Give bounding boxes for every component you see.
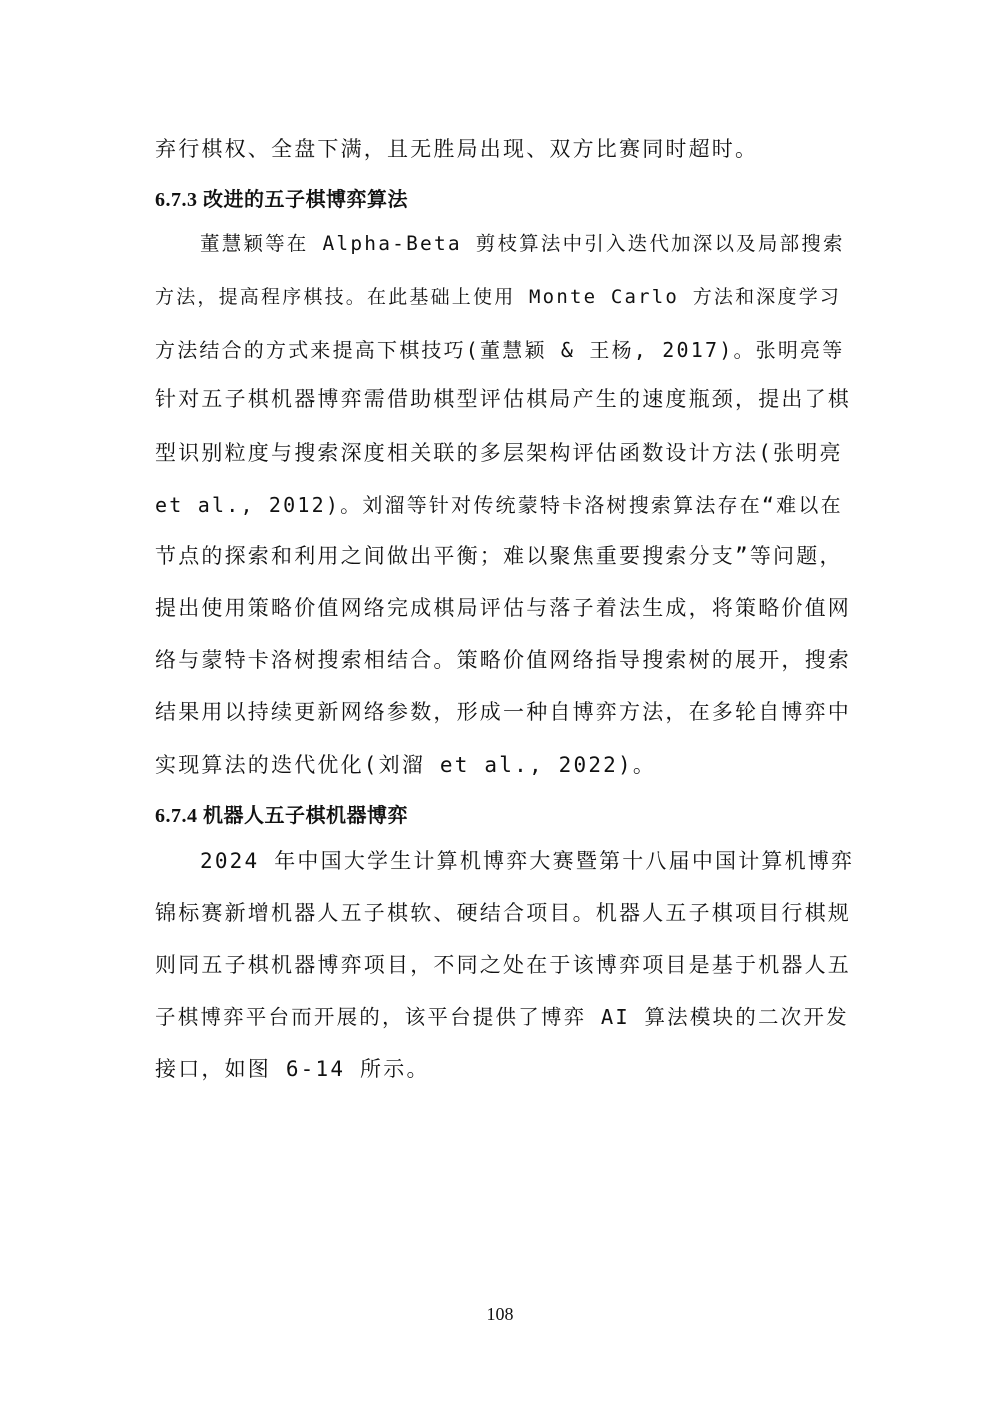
paragraph-line: 2024 年中国大学生计算机博弈大赛暨第十八届中国计算机博弈 — [200, 849, 855, 873]
paragraph-line: 子棋博弈平台而开展的，该平台提供了博弈 AI 算法模块的二次开发 — [155, 1005, 849, 1029]
paragraph-line: 董慧颖等在 Alpha-Beta 剪枝算法中引入迭代加深以及局部搜索 — [200, 232, 845, 255]
paragraph-line: 针对五子棋机器博弈需借助棋型评估棋局产生的速度瓶颈，提出了棋 — [155, 387, 851, 411]
page-number: 108 — [486, 1304, 514, 1324]
paragraph-line: 提出使用策略价值网络完成棋局评估与落子着法生成，将策略价值网 — [155, 596, 851, 620]
paragraph-line: 络与蒙特卡洛树搜索相结合。策略价值网络指导搜索树的展开，搜索 — [155, 648, 851, 672]
paragraph-line: 方法，提高程序棋技。在此基础上使用 Monte Carlo 方法和深度学习 — [155, 286, 842, 308]
paragraph-line: 型识别粒度与搜索深度相关联的多层架构评估函数设计方法(张明亮 — [155, 441, 843, 465]
paragraph-line: 方法结合的方式来提高下棋技巧(董慧颖 & 王杨, 2017)。张明亮等 — [155, 338, 845, 362]
paragraph-line: 结果用以持续更新网络参数，形成一种自博弈方法，在多轮自博弈中 — [155, 700, 851, 724]
paragraph-line: 实现算法的迭代优化(刘溜 et al., 2022)。 — [155, 753, 657, 777]
section-heading-6-7-3: 6.7.3 改进的五子棋博弈算法 — [155, 189, 408, 211]
paragraph-line: 锦标赛新增机器人五子棋软、硬结合项目。机器人五子棋项目行棋规 — [155, 901, 851, 925]
paragraph-line: et al., 2012)。刘溜等针对传统蒙特卡洛树搜索算法存在“难以在 — [155, 493, 843, 517]
paragraph-line: 节点的探索和利用之间做出平衡；难以聚焦重要搜索分支”等问题， — [155, 544, 843, 568]
paragraph-line: 接口，如图 6-14 所示。 — [155, 1057, 430, 1081]
paragraph-line: 则同五子棋机器博弈项目，不同之处在于该博弈项目是基于机器人五 — [155, 953, 851, 977]
paragraph-line: 弃行棋权、全盘下满，且无胜局出现、双方比赛同时超时。 — [155, 137, 759, 161]
section-heading-6-7-4: 6.7.4 机器人五子棋机器博弈 — [155, 805, 408, 827]
